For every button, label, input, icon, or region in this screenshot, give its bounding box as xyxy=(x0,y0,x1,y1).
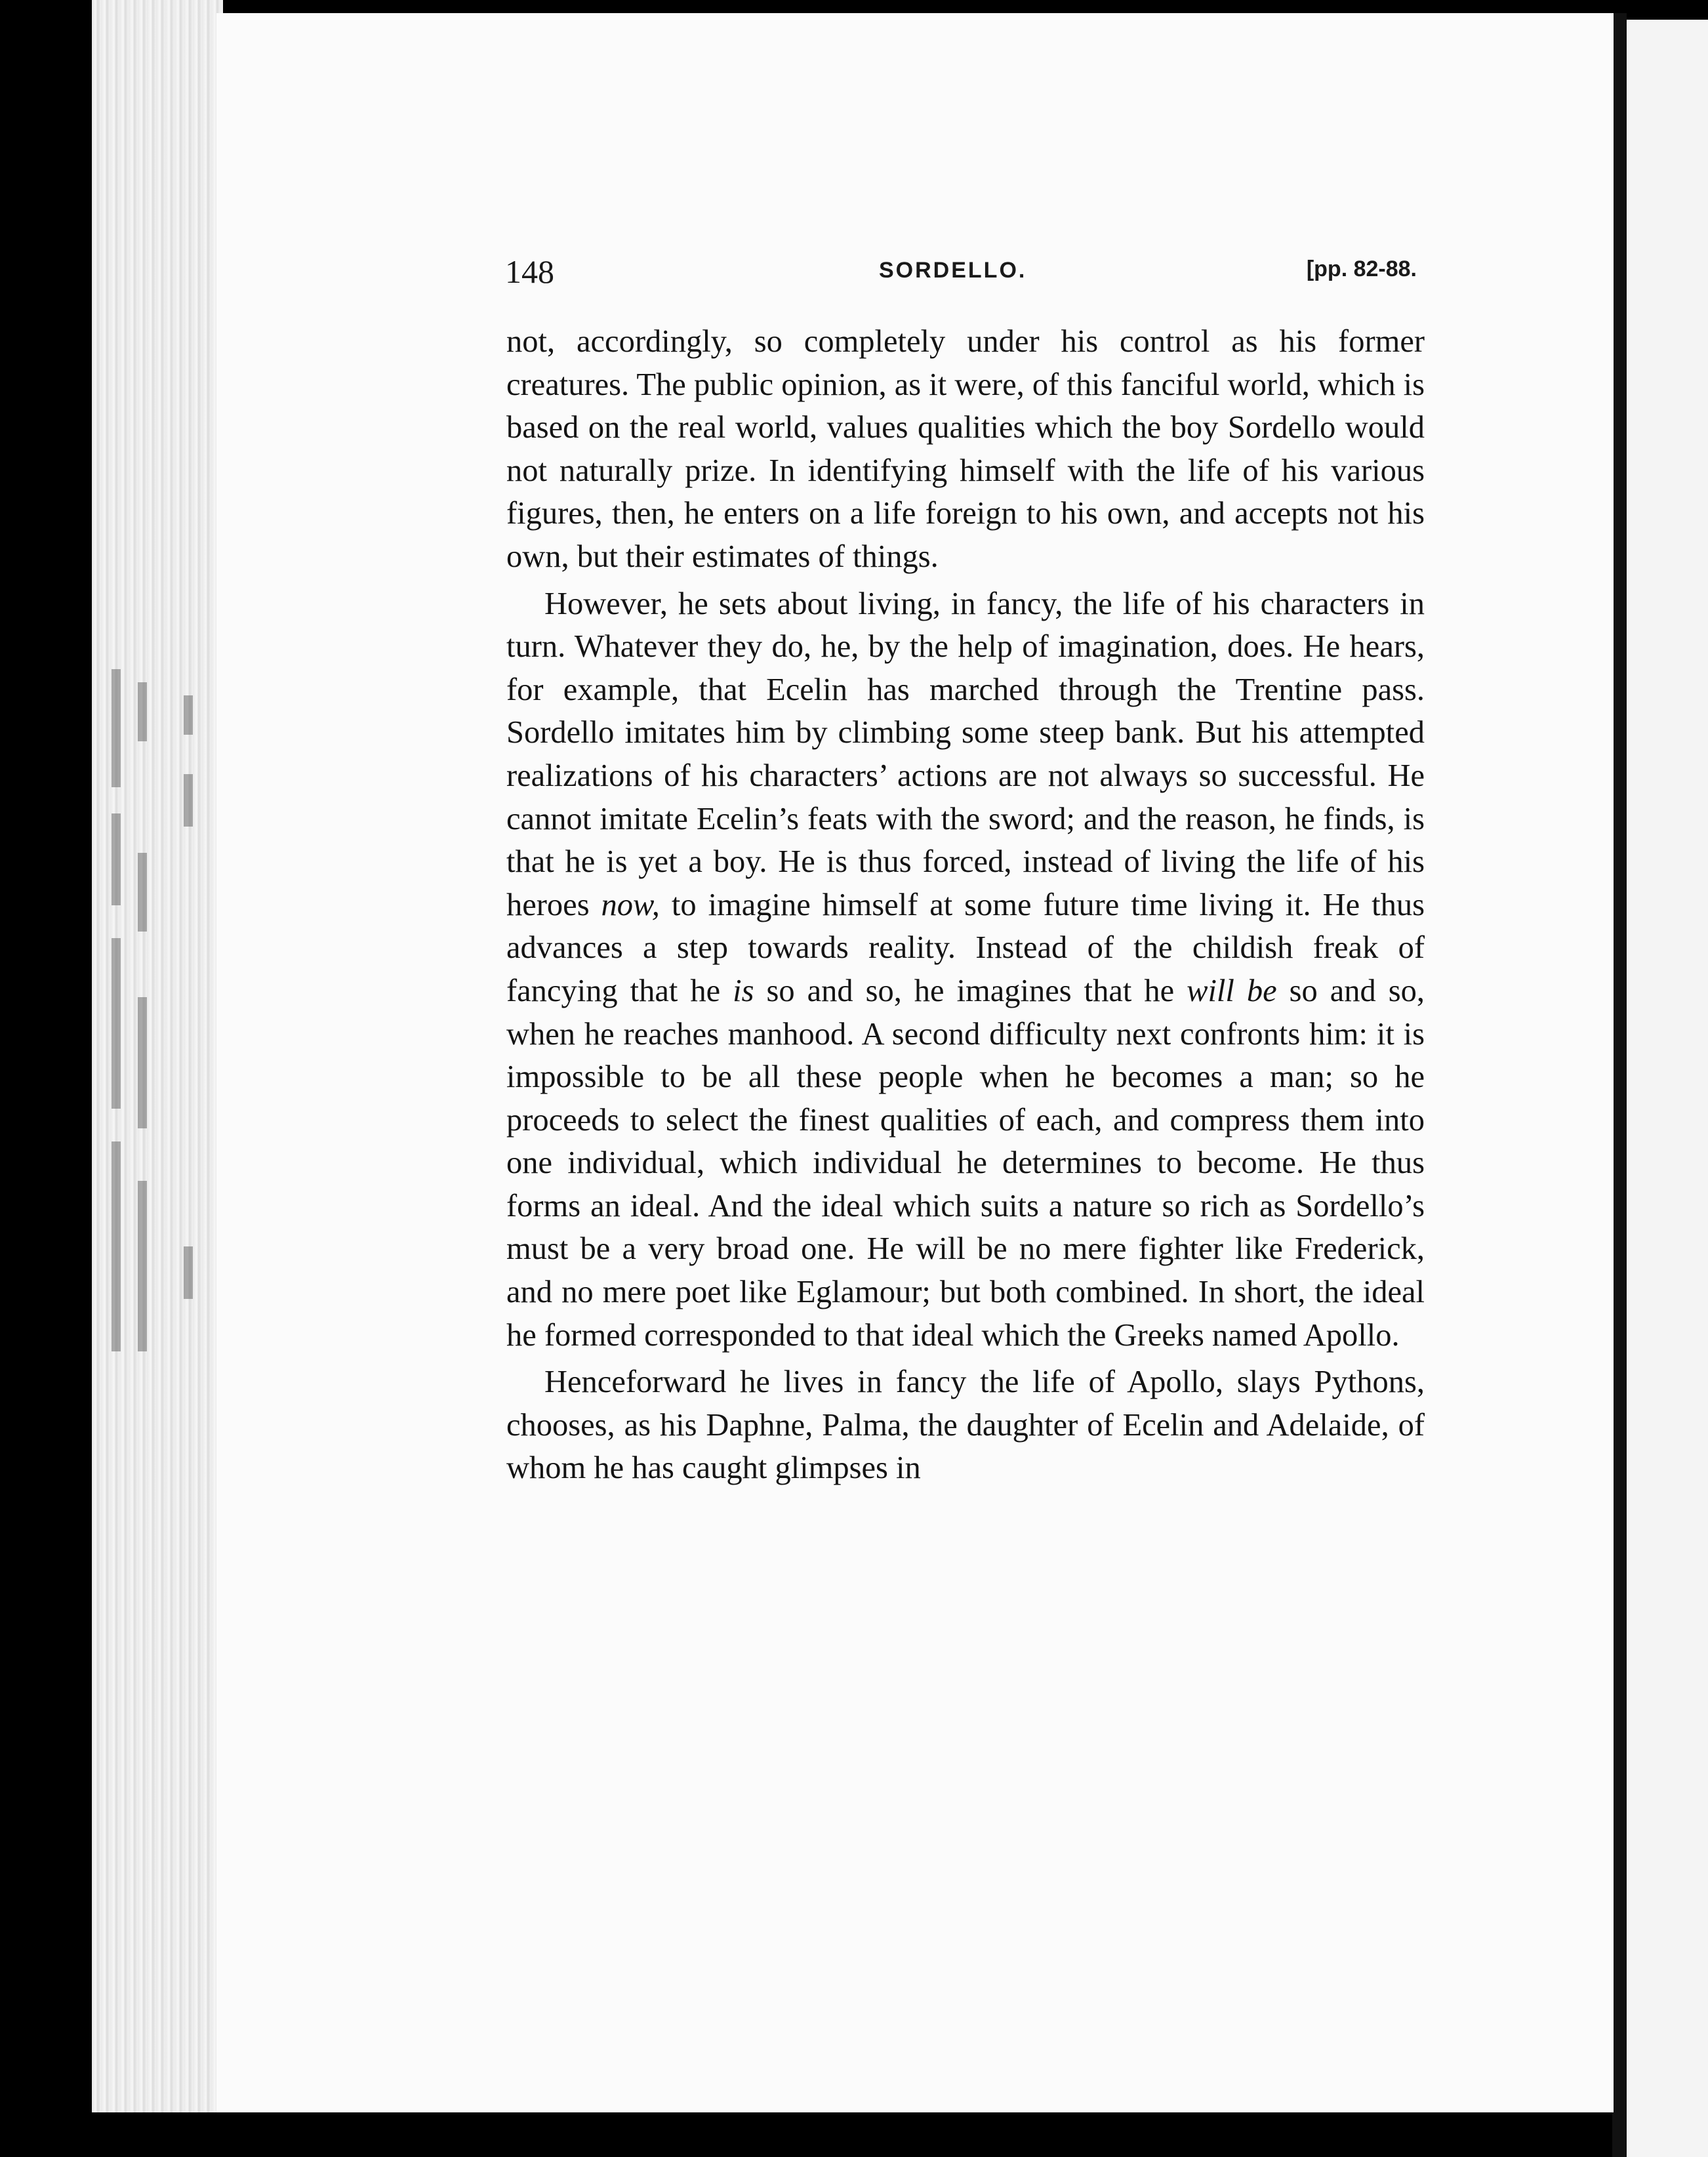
paragraph-3: Henceforward he lives in fancy the life of Apollo, slays Pythons, chooses, as his Daphne, Palma, the daughter of Ecelin and Adelaide, of whom he has caught glimpses in xyxy=(506,1365,1425,1486)
gutter-shadow xyxy=(1612,13,1627,2157)
paragraph-2 xyxy=(506,583,1425,1357)
paragraph-2-part-c: to imagine himself at some future time living it. He thus advances a step towards reality. Instead of the childish freak of fancying that he xyxy=(506,887,1425,1008)
italic-will-be: will be xyxy=(1187,973,1277,1008)
paragraph-1: not, accordingly, so completely under his control as his former creatures. The public opinion, as it were, of this fanciful world, which is based on the real world, values qualities which the boy Sordello would not naturally prize. In identifying himself with the life of his various figures, then, he enters on a life foreign to his own, and accepts not his own, but their estimates of things. xyxy=(506,324,1425,574)
paragraph-2-part-g: so and so, when he reaches manhood. A second difficulty next confronts him: it is impossible to be all these people when he becomes a man; so he proceeds to select the finest qualities of each, and compress them into one individual, which individual he determines to become. He thus forms an ideal. And the ideal which suits a nature so rich as Sordello’s must be a very broad one. He will be no mere fighter like Frederick, and no mere poet like Eglamour; but both combined. In short, the ideal he formed corresponded to that ideal which the Greeks named Apollo. xyxy=(506,973,1425,1353)
body-text xyxy=(506,320,1425,1490)
page-reference: [pp. 82-88. xyxy=(1306,257,1417,281)
running-title: SORDELLO. xyxy=(879,258,1027,283)
page-header xyxy=(505,253,1417,298)
edge-show-through-marks xyxy=(98,656,223,1443)
paragraph-2-part-e: so and so, he imagines that he xyxy=(754,973,1187,1008)
facing-page-edge xyxy=(1627,20,1708,2157)
italic-now: now, xyxy=(601,887,660,922)
paragraph-2-part-a: However, he sets about living, in fancy, the life of his characters in turn. Whatever they do, he, by the help of imagination, does. He hears, for example, that Ecelin has marched through the Trentine pass. Sordello imitates him by climbing some steep bank. But his attempted realizations of his characters’ actions are not always so successful. He cannot imitate Ecelin’s feats with the sword; and the reason, he finds, is that he is yet a boy. He is thus forced, instead of living the life of his heroes xyxy=(506,586,1425,922)
italic-is: is xyxy=(733,973,754,1008)
page-number: 148 xyxy=(505,253,554,290)
